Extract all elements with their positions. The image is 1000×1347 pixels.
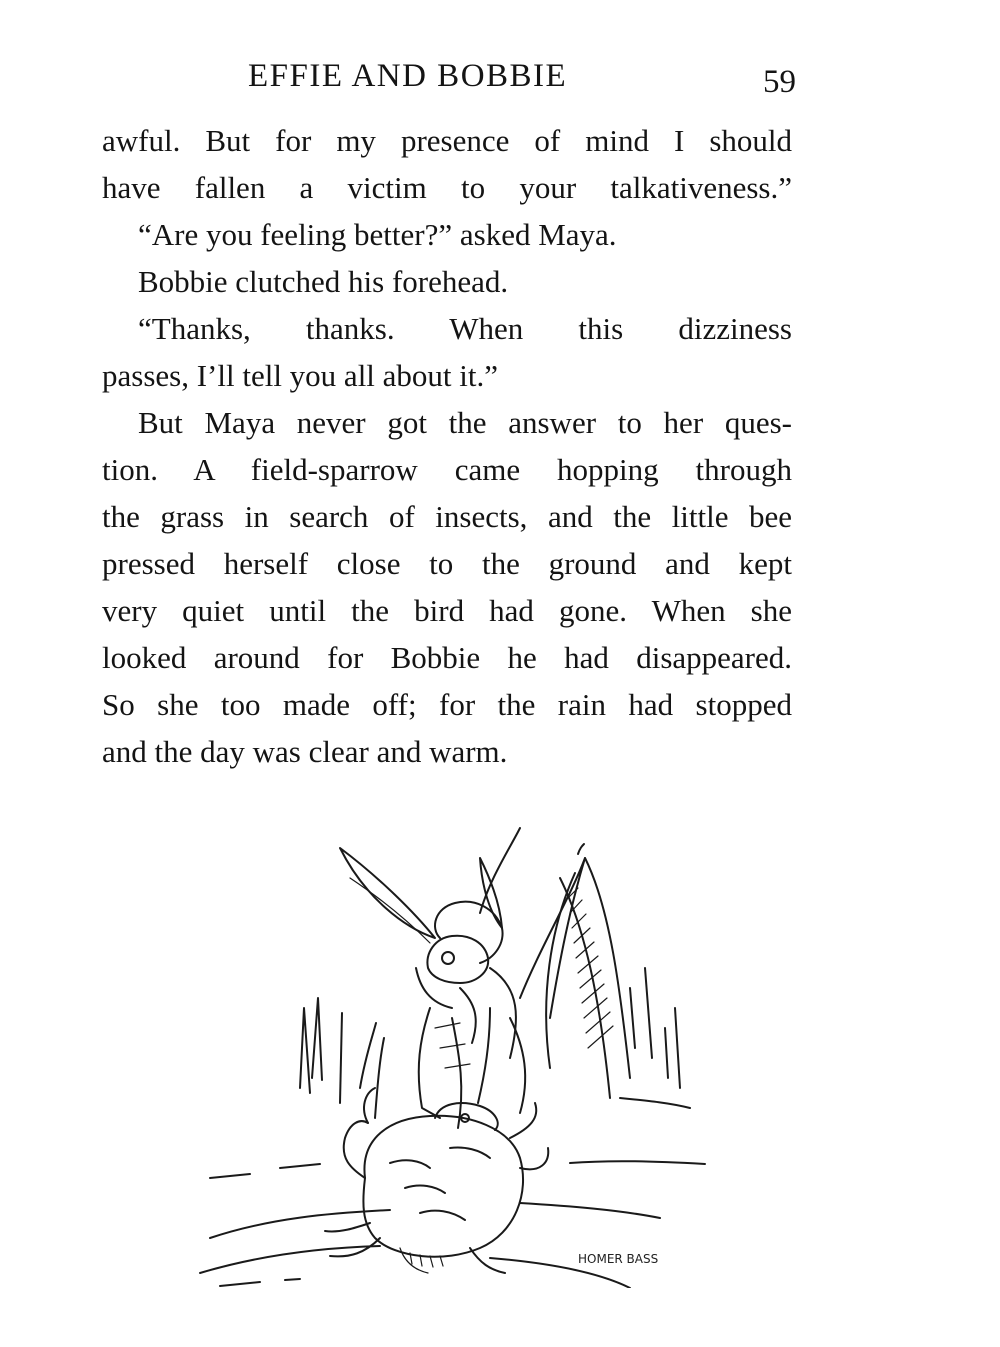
bee-eye	[442, 952, 454, 964]
grass-blade	[630, 968, 652, 1058]
text-line: pressed herself close to the ground and kept	[102, 546, 792, 581]
grass-blade	[578, 844, 584, 854]
beetle-shell-line	[420, 1211, 465, 1220]
artist-signature: HOMER BASS	[578, 1252, 659, 1266]
grass-blade	[360, 1023, 376, 1088]
beetle-leg	[364, 1088, 375, 1123]
text-line: the grass in search of insects, and the little bee	[102, 499, 792, 534]
bee-body	[490, 968, 516, 1058]
grass-blade	[520, 858, 585, 1018]
text-line: and the day was clear and warm.	[102, 734, 508, 769]
ground-stroke	[620, 1098, 690, 1108]
beetle-leg	[470, 1248, 505, 1273]
page-header	[248, 58, 796, 108]
page-number: 59	[763, 64, 796, 100]
beetle-leg	[520, 1148, 548, 1169]
text-line: very quiet until the bird had gone. When she	[102, 593, 792, 628]
text-line: “Are you feeling better?” asked Maya.	[138, 217, 617, 252]
illustration-drawing	[190, 818, 750, 1288]
beetle-shell-line	[450, 1147, 490, 1158]
running-title: EFFIE AND BOBBIE	[248, 58, 568, 94]
bee-stripe	[435, 1023, 470, 1068]
ground-stroke	[210, 1164, 320, 1178]
beetle-leg	[510, 1103, 536, 1138]
text-line: But Maya never got the answer to her ques-	[138, 405, 792, 440]
ground-stroke	[200, 1246, 380, 1273]
grass-blade	[312, 998, 322, 1080]
text-line: awful. But for my presence of mind I should	[102, 123, 792, 158]
text-line: passes, I’ll tell you all about it.”	[102, 358, 499, 393]
bee-cheek	[416, 968, 452, 1008]
ground-stroke	[570, 1161, 705, 1164]
beetle-hatching	[400, 1248, 428, 1273]
beetle-shell-line	[405, 1186, 445, 1193]
grass-blade	[340, 1013, 342, 1103]
illustration-bee-and-beetle	[190, 818, 750, 1288]
beetle-leg	[325, 1223, 370, 1231]
bee-leg	[452, 1018, 461, 1128]
ground-stroke	[520, 1203, 660, 1218]
bee-wing	[340, 848, 435, 938]
bee-leg	[478, 1008, 490, 1103]
text-line: So she too made off; for the rain had stopped	[102, 687, 792, 722]
grass-blade	[560, 878, 610, 1098]
grass-blade	[665, 1008, 680, 1088]
text-line: tion. A field-sparrow came hopping through	[102, 452, 792, 487]
grass-blade	[300, 1008, 310, 1093]
ground-stroke	[210, 1210, 390, 1238]
bee-leg	[510, 1018, 525, 1113]
beetle-shell-line	[390, 1160, 430, 1168]
text-line: “Thanks, thanks. When this dizziness	[138, 311, 792, 346]
text-line: have fallen a victim to your talkativeness.”	[102, 170, 792, 205]
beetle-body	[363, 1116, 523, 1257]
text-line: looked around for Bobbie he had disappeared.	[102, 640, 792, 675]
ground-stroke	[220, 1279, 300, 1286]
bee-leg	[419, 1008, 440, 1118]
bee-body	[460, 988, 476, 1043]
text-line: Bobbie clutched his forehead.	[138, 264, 509, 299]
grass-blade	[375, 1038, 384, 1118]
bee-face	[427, 936, 488, 983]
